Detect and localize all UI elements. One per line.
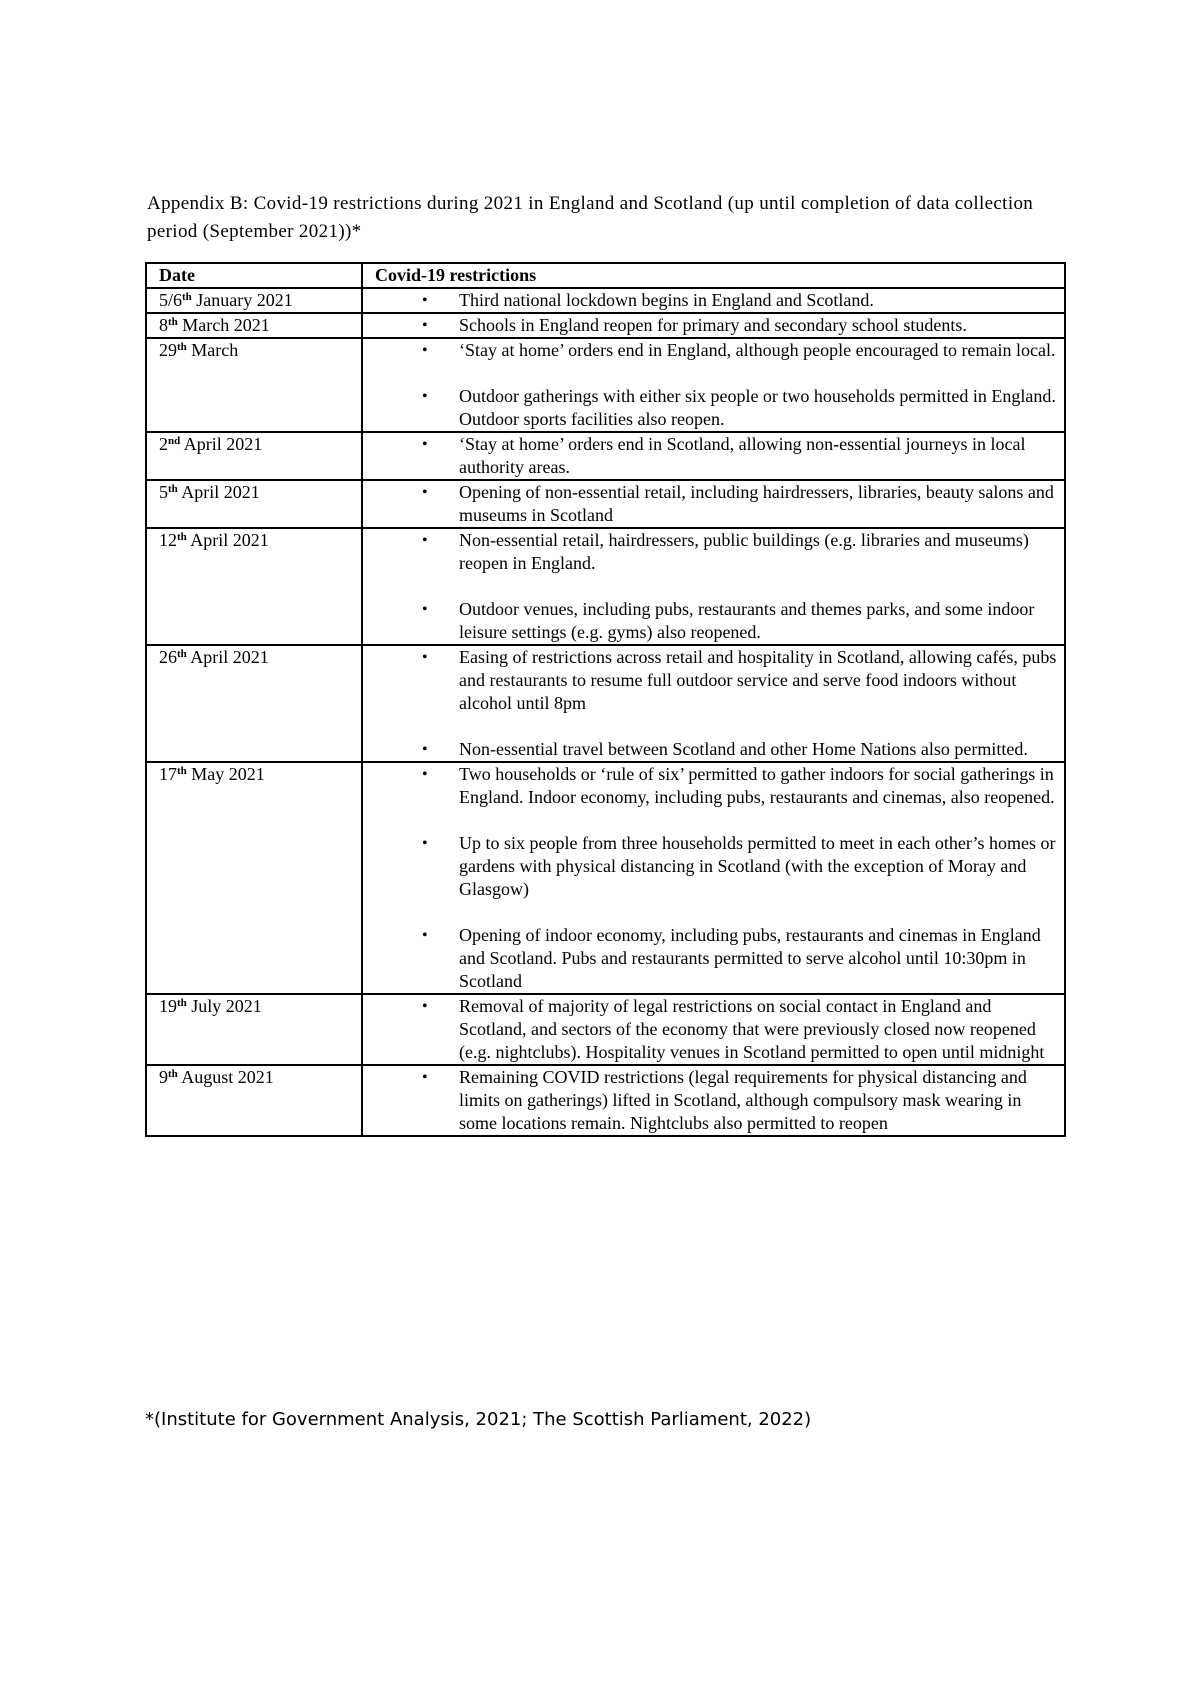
table-row: [146, 994, 1065, 1065]
date-month-year: March: [186, 340, 239, 360]
list-item: [375, 339, 1061, 362]
table-header-row: [146, 263, 1065, 288]
table-row: [146, 1065, 1065, 1136]
date-day: 17: [159, 764, 177, 784]
table-row: [146, 313, 1065, 338]
date-ordinal-suffix: th: [177, 531, 187, 543]
restrictions-cell: [362, 338, 1065, 432]
table-row: [146, 432, 1065, 480]
restriction-list: [375, 1066, 1061, 1135]
list-item: [375, 995, 1061, 1064]
restriction-text: Outdoor gatherings with either six people or two households permitted in England. Outdoor sports facilities also reopen.: [459, 386, 1056, 429]
bullet-icon: •: [422, 998, 428, 1015]
restrictions-cell: [362, 762, 1065, 994]
date-day: 9: [159, 1067, 168, 1087]
restriction-text: Opening of non-essential retail, including hairdressers, libraries, beauty salons and museums in Scotland: [459, 482, 1054, 525]
date-cell: [146, 762, 362, 994]
restriction-text: Removal of majority of legal restrictions on social contact in England and Scotland, and sectors of the economy that were previously closed now reopened (e.g. nightclubs). Hospitality venues in Scotland permitted to open until midnight: [459, 996, 1045, 1062]
table-row: [146, 480, 1065, 528]
date-day: 19: [159, 996, 177, 1016]
date-ordinal-suffix: th: [177, 341, 187, 353]
bullet-icon: •: [422, 436, 428, 453]
bullet-icon: •: [422, 317, 428, 334]
table-row: [146, 762, 1065, 994]
restriction-text: Non-essential travel between Scotland and other Home Nations also permitted.: [459, 739, 1028, 759]
date-day: 5/6: [159, 290, 183, 310]
restrictions-cell: [362, 1065, 1065, 1136]
date-ordinal-suffix: th: [177, 648, 187, 660]
table-row: [146, 288, 1065, 313]
bullet-icon: •: [422, 927, 428, 944]
list-item: [375, 314, 1061, 337]
date-month-year: August 2021: [177, 1067, 274, 1087]
list-item: [375, 598, 1061, 644]
table-body: [146, 288, 1065, 1136]
bullet-icon: •: [422, 292, 428, 309]
restriction-list: [375, 763, 1061, 993]
date-day: 12: [159, 530, 177, 550]
date-cell: [146, 313, 362, 338]
restrictions-cell: [362, 313, 1065, 338]
restriction-text: Remaining COVID restrictions (legal requirements for physical distancing and limits on gatherings) lifted in Scotland, although compulsory mask wearing in some locations remain. Nightclubs also permitted to reopen: [459, 1067, 1027, 1133]
bullet-icon: •: [422, 649, 428, 666]
date-month-year: April 2021: [177, 482, 260, 502]
restriction-list: [375, 529, 1061, 644]
list-item: [375, 924, 1061, 993]
restriction-text: Opening of indoor economy, including pubs, restaurants and cinemas in England and Scotland. Pubs and restaurants permitted to serve alcohol until 10:30pm in Scotland: [459, 925, 1041, 991]
restrictions-cell: [362, 288, 1065, 313]
restriction-text: Schools in England reopen for primary and secondary school students.: [459, 315, 967, 335]
restriction-text: ‘Stay at home’ orders end in England, although people encouraged to remain local.: [459, 340, 1056, 360]
date-month-year: July 2021: [186, 996, 262, 1016]
restriction-text: Non-essential retail, hairdressers, public buildings (e.g. libraries and museums) reopen in England.: [459, 530, 1029, 573]
date-day: 2: [159, 434, 168, 454]
date-day: 29: [159, 340, 177, 360]
footnote-citation: *(Institute for Government Analysis, 2021; The Scottish Parliament, 2022): [145, 1409, 812, 1430]
date-month-year: April 2021: [180, 434, 263, 454]
bullet-icon: •: [422, 741, 428, 758]
header-restrictions: Covid-19 restrictions: [362, 263, 1065, 288]
restriction-list: [375, 289, 1061, 312]
date-cell: [146, 645, 362, 762]
restriction-list: [375, 646, 1061, 761]
date-day: 26: [159, 647, 177, 667]
date-cell: [146, 288, 362, 313]
restriction-text: Up to six people from three households permitted to meet in each other’s homes or gardens with physical distancing in Scotland (with the exception of Moray and Glasgow): [459, 833, 1056, 899]
list-item: [375, 289, 1061, 312]
document-title: Appendix B: Covid-19 restrictions during 2021 in England and Scotland (up until completion of data collection period (September 2021))*: [147, 193, 1034, 242]
restriction-text: ‘Stay at home’ orders end in Scotland, allowing non-essential journeys in local authority areas.: [459, 434, 1026, 477]
bullet-icon: •: [422, 766, 428, 783]
date-ordinal-suffix: th: [177, 997, 187, 1009]
date-cell: [146, 432, 362, 480]
date-cell: [146, 480, 362, 528]
restrictions-cell: [362, 645, 1065, 762]
bullet-icon: •: [422, 484, 428, 501]
table-row: [146, 338, 1065, 432]
date-cell: [146, 1065, 362, 1136]
restrictions-table: [145, 262, 1066, 1137]
date-ordinal-suffix: th: [168, 483, 178, 495]
restriction-text: Two households or ‘rule of six’ permitted to gather indoors for social gatherings in England. Indoor economy, including pubs, restaurants and cinemas, also reopened.: [459, 764, 1055, 807]
restriction-text: Outdoor venues, including pubs, restaurants and themes parks, and some indoor leisure settings (e.g. gyms) also reopened.: [459, 599, 1035, 642]
restrictions-cell: [362, 432, 1065, 480]
list-item: [375, 481, 1061, 527]
date-cell: [146, 338, 362, 432]
date-month-year: March 2021: [177, 315, 270, 335]
date-cell: [146, 528, 362, 645]
bullet-icon: •: [422, 1069, 428, 1086]
restriction-list: [375, 995, 1061, 1064]
restriction-text: Third national lockdown begins in England and Scotland.: [459, 290, 874, 310]
bullet-icon: •: [422, 601, 428, 618]
date-month-year: January 2021: [191, 290, 293, 310]
date-cell: [146, 994, 362, 1065]
date-month-year: April 2021: [186, 530, 269, 550]
table-row: [146, 645, 1065, 762]
list-item: [375, 763, 1061, 809]
date-day: 8: [159, 315, 168, 335]
list-item: [375, 646, 1061, 715]
list-item: [375, 433, 1061, 479]
date-ordinal-suffix: th: [168, 316, 178, 328]
bullet-icon: •: [422, 342, 428, 359]
bullet-icon: •: [422, 388, 428, 405]
list-item: [375, 832, 1061, 901]
restriction-list: [375, 433, 1061, 479]
bullet-icon: •: [422, 835, 428, 852]
bullet-icon: •: [422, 532, 428, 549]
header-date: Date: [146, 263, 362, 288]
date-month-year: May 2021: [186, 764, 265, 784]
date-month-year: April 2021: [186, 647, 269, 667]
list-item: [375, 385, 1061, 431]
restriction-list: [375, 339, 1061, 431]
list-item: [375, 1066, 1061, 1135]
date-ordinal-suffix: th: [177, 765, 187, 777]
list-item: [375, 529, 1061, 575]
date-ordinal-suffix: th: [168, 1068, 178, 1080]
list-item: [375, 738, 1061, 761]
restrictions-cell: [362, 994, 1065, 1065]
restriction-text: Easing of restrictions across retail and hospitality in Scotland, allowing cafés, pubs and restaurants to resume full outdoor service and serve food indoors without alcohol until 8pm: [459, 647, 1057, 713]
restrictions-cell: [362, 528, 1065, 645]
restriction-list: [375, 481, 1061, 527]
date-ordinal-suffix: th: [182, 291, 192, 303]
restrictions-cell: [362, 480, 1065, 528]
date-ordinal-suffix: nd: [168, 435, 181, 447]
date-day: 5: [159, 482, 168, 502]
restriction-list: [375, 314, 1061, 337]
table-row: [146, 528, 1065, 645]
